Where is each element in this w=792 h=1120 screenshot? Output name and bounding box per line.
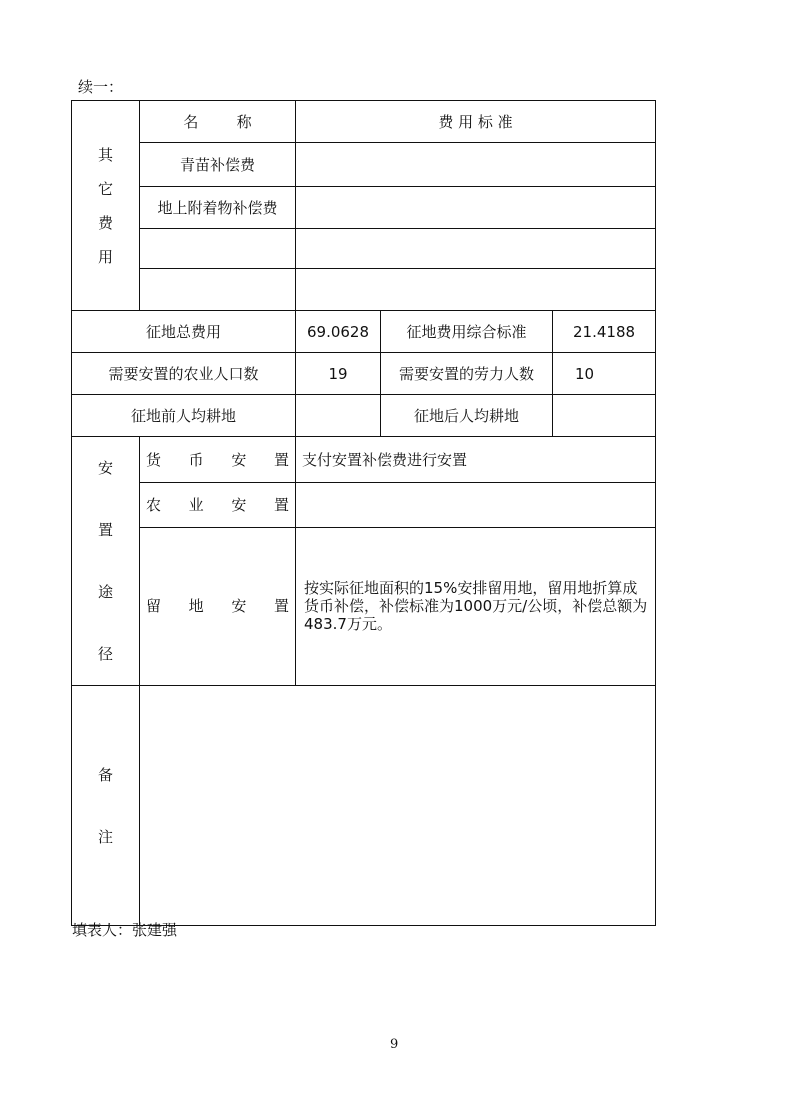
other-fees-header-row bbox=[72, 101, 656, 143]
table-row bbox=[72, 269, 656, 311]
label-char: 安 bbox=[231, 496, 247, 515]
after-per-capita-land-value bbox=[553, 395, 656, 437]
other-fees-section-label: 其它费用 bbox=[72, 101, 140, 311]
total-fee-label: 征地总费用 bbox=[72, 311, 296, 353]
page-number: 9 bbox=[390, 1037, 399, 1052]
reserved-land-resettlement-row bbox=[72, 527, 656, 685]
remarks-row bbox=[72, 686, 656, 926]
reserved-land-resettlement-label bbox=[140, 527, 296, 685]
label-char: 安 bbox=[231, 450, 247, 469]
fee-item-standard bbox=[296, 187, 656, 229]
monetary-resettlement-label bbox=[140, 437, 296, 483]
label-char: 留 bbox=[146, 597, 162, 616]
before-per-capita-land-value bbox=[296, 395, 381, 437]
fee-item-standard bbox=[296, 143, 656, 187]
composite-standard-label: 征地费用综合标准 bbox=[381, 311, 553, 353]
agricultural-resettlement-value bbox=[296, 483, 656, 527]
table-row bbox=[72, 229, 656, 269]
fee-standard-column-header: 费 用 标 准 bbox=[296, 101, 656, 143]
farm-population-label: 需要安置的农业人口数 bbox=[72, 353, 296, 395]
label-char: 置 bbox=[273, 597, 289, 616]
fee-item-name: 青苗补偿费 bbox=[140, 143, 296, 187]
composite-standard-value: 21.4188 bbox=[553, 311, 656, 353]
agricultural-resettlement-row bbox=[72, 483, 656, 527]
name-column-header: 名 称 bbox=[140, 101, 296, 143]
labor-count-label: 需要安置的劳力人数 bbox=[381, 353, 553, 395]
label-char: 农 bbox=[146, 496, 162, 515]
label-char: 币 bbox=[188, 450, 204, 469]
land-expropriation-form-table bbox=[71, 100, 656, 926]
form-filler: 填表人：张建强 bbox=[72, 921, 178, 939]
resettlement-section-label: 安置途径 bbox=[72, 437, 140, 686]
table-row bbox=[72, 143, 656, 187]
total-fee-row bbox=[72, 311, 656, 353]
population-row bbox=[72, 353, 656, 395]
fee-item-name bbox=[140, 229, 296, 269]
monetary-resettlement-row bbox=[72, 437, 656, 483]
label-char: 安 bbox=[231, 597, 247, 616]
continuation-label: 续一： bbox=[78, 78, 124, 96]
label-char: 业 bbox=[188, 496, 204, 515]
agricultural-resettlement-label bbox=[140, 483, 296, 527]
label-char: 货 bbox=[146, 450, 162, 469]
table-row bbox=[72, 187, 656, 229]
label-char: 置 bbox=[273, 496, 289, 515]
per-capita-land-row bbox=[72, 395, 656, 437]
fee-item-standard bbox=[296, 269, 656, 311]
fee-item-standard bbox=[296, 229, 656, 269]
label-char: 地 bbox=[188, 597, 204, 616]
reserved-land-resettlement-value: 按实际征地面积的15%安排留用地，留用地折算成货币补偿，补偿标准为1000万元/公顷，补偿总额为483.7万元。 bbox=[296, 527, 656, 685]
label-char: 置 bbox=[273, 450, 289, 469]
labor-count-value: 10 bbox=[553, 353, 656, 395]
remarks-label: 备注 bbox=[72, 686, 140, 926]
fee-item-name: 地上附着物补偿费 bbox=[140, 187, 296, 229]
monetary-resettlement-value: 支付安置补偿费进行安置 bbox=[296, 437, 656, 483]
remarks-content bbox=[140, 686, 656, 926]
after-per-capita-land-label: 征地后人均耕地 bbox=[381, 395, 553, 437]
before-per-capita-land-label: 征地前人均耕地 bbox=[72, 395, 296, 437]
total-fee-value: 69.0628 bbox=[296, 311, 381, 353]
farm-population-value: 19 bbox=[296, 353, 381, 395]
fee-item-name bbox=[140, 269, 296, 311]
